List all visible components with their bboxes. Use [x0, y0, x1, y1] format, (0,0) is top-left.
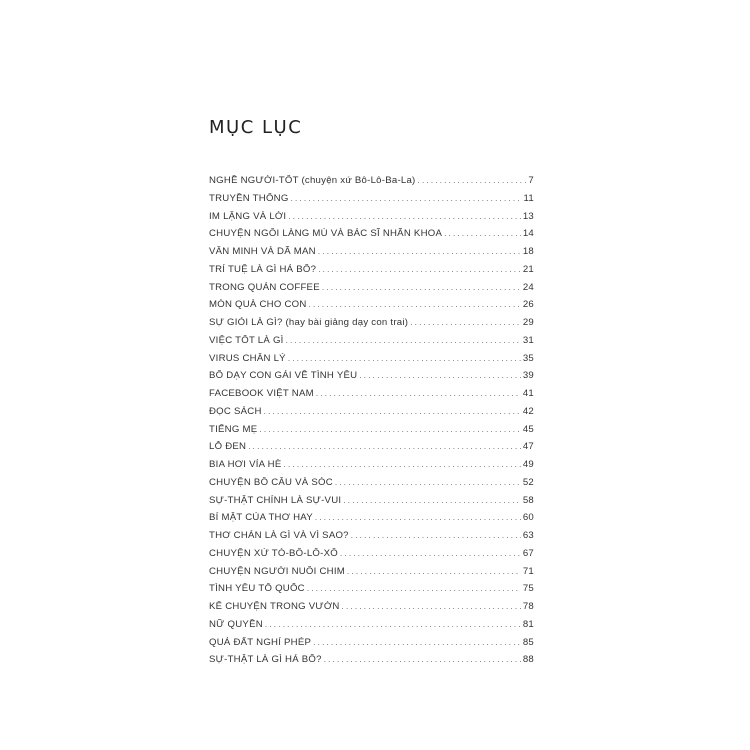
- toc-entry-page-number: 7: [528, 175, 534, 186]
- toc-entry: [209, 441, 534, 459]
- dot-leader: [291, 194, 522, 203]
- toc-entry: [209, 601, 534, 619]
- dot-leader: [259, 425, 520, 434]
- toc-entry: [209, 335, 534, 353]
- toc-entry-page-number: 60: [522, 512, 534, 524]
- toc-entry-title: TRÍ TUỆ LÀ GÌ HẢ BỐ?: [209, 263, 317, 275]
- toc-entry: [209, 459, 534, 477]
- toc-entry: [209, 193, 534, 211]
- dot-leader: [359, 371, 521, 380]
- toc-entry-title: MÓN QUÀ CHO CON: [209, 299, 307, 311]
- toc-entry-page-number: 13: [522, 210, 534, 222]
- toc-entry-title: VIỆC TỐT LÀ GÌ: [209, 334, 284, 346]
- dot-leader: [351, 531, 521, 540]
- toc-entry-title: TIẾNG MẸ: [209, 423, 258, 435]
- toc-entry-page-number: 49: [522, 459, 534, 470]
- toc-entry-page-number: 88: [522, 654, 534, 666]
- toc-entry: [209, 228, 534, 246]
- toc-entry-title: CHUYỆN XỨ TÒ-BÔ-LÔ-XÔ: [209, 547, 338, 559]
- table-of-contents: [209, 175, 534, 672]
- toc-entry-title: IM LẶNG VÀ LỜI: [209, 210, 287, 222]
- toc-entry: [209, 246, 534, 264]
- dot-leader: [318, 265, 521, 274]
- toc-entry-page-number: 47: [522, 441, 534, 453]
- toc-entry-title: BIA HƠI VỈA HÈ: [209, 459, 282, 470]
- dot-leader: [315, 513, 521, 522]
- toc-entry: [209, 424, 534, 442]
- toc-entry: [209, 211, 534, 229]
- toc-entry-title: NỮ QUYỀN: [209, 618, 263, 630]
- dot-leader: [248, 442, 521, 451]
- dot-leader: [288, 354, 521, 363]
- dot-leader: [444, 229, 521, 238]
- toc-entry-title: SỰ-THẬT LÀ GÌ HẢ BỐ?: [209, 654, 322, 666]
- dot-leader: [307, 584, 521, 593]
- toc-entry-page-number: 41: [522, 388, 534, 399]
- toc-entry: [209, 406, 534, 424]
- toc-entry-page-number: 26: [522, 299, 534, 311]
- toc-entry-title: THƠ CHÁN LÀ GÌ VÀ VÌ SAO?: [209, 530, 349, 541]
- toc-entry-page-number: 52: [522, 476, 534, 488]
- dot-leader: [309, 300, 521, 309]
- toc-entry-page-number: 14: [522, 228, 534, 240]
- toc-entry: [209, 370, 534, 388]
- toc-entry: [209, 548, 534, 566]
- toc-entry-page-number: 75: [522, 583, 534, 595]
- dot-leader: [335, 478, 521, 487]
- toc-entry-title: CHUYỆN NGÔI LÀNG MÙ VÀ BÁC SĨ NHÃN KHOA: [209, 228, 443, 240]
- toc-entry: [209, 388, 534, 406]
- toc-entry-page-number: 58: [522, 494, 534, 506]
- toc-entry-page-number: 35: [522, 352, 534, 364]
- toc-entry-page-number: 71: [522, 565, 534, 577]
- dot-leader: [340, 549, 521, 558]
- toc-entry-title: SỰ-THẬT CHÍNH LÀ SỰ-VUI: [209, 494, 342, 506]
- toc-entry-page-number: 21: [522, 263, 534, 275]
- toc-entry: [209, 477, 534, 495]
- toc-entry-page-number: 18: [522, 246, 534, 257]
- toc-entry-page-number: 42: [522, 405, 534, 417]
- toc-entry-title: KỂ CHUYỆN TRONG VƯỜN: [209, 601, 340, 612]
- toc-entry-title: TRUYỀN THỐNG: [209, 192, 289, 204]
- toc-entry-page-number: 31: [522, 334, 534, 346]
- toc-entry-title: LỖ ĐEN: [209, 441, 247, 453]
- toc-entry: [209, 566, 534, 584]
- toc-entry-title: FACEBOOK VIỆT NAM: [209, 388, 314, 399]
- dot-leader: [418, 176, 527, 185]
- dot-leader: [286, 336, 521, 345]
- toc-entry-title: CHUYỆN NGƯỜI NUÔI CHIM: [209, 565, 345, 577]
- toc-entry-title: BỐ DẠY CON GÁI VỀ TÌNH YÊU: [209, 370, 358, 382]
- toc-entry-page-number: 45: [522, 423, 534, 435]
- toc-entry-page-number: 11: [523, 192, 534, 204]
- toc-entry: [209, 637, 534, 655]
- toc-entry: [209, 654, 534, 672]
- dot-leader: [347, 567, 521, 576]
- toc-entry: [209, 530, 534, 548]
- toc-entry: [209, 495, 534, 513]
- toc-entry-title: VIRUS CHÂN LÝ: [209, 352, 286, 364]
- dot-leader: [342, 602, 521, 611]
- toc-entry-title: VĂN MINH VÀ DÃ MAN: [209, 246, 316, 257]
- toc-entry-page-number: 85: [522, 636, 534, 648]
- dot-leader: [265, 620, 521, 629]
- dot-leader: [284, 460, 521, 469]
- toc-entry-title: SỰ GIỎI LÀ GÌ? (hay bài giảng dạy con trai): [209, 317, 409, 328]
- toc-entry-title: CHUYỆN BỒ CÂU VÀ SÓC: [209, 476, 333, 488]
- toc-entry: [209, 512, 534, 530]
- page-title: MỤC LỤC: [209, 117, 303, 138]
- toc-entry: [209, 175, 534, 193]
- toc-entry-page-number: 67: [522, 547, 534, 559]
- dot-leader: [264, 407, 521, 416]
- toc-entry: [209, 282, 534, 300]
- toc-entry-page-number: 39: [522, 370, 534, 382]
- toc-entry-page-number: 81: [522, 618, 534, 630]
- toc-entry: [209, 353, 534, 371]
- toc-entry-title: TRONG QUÁN COFFEE: [209, 281, 320, 293]
- dot-leader: [322, 283, 521, 292]
- dot-leader: [343, 496, 521, 505]
- toc-entry: [209, 619, 534, 637]
- toc-entry-page-number: 63: [522, 530, 534, 541]
- toc-entry-page-number: 29: [522, 317, 534, 328]
- dot-leader: [316, 389, 521, 398]
- dot-leader: [318, 247, 521, 256]
- toc-entry: [209, 299, 534, 317]
- toc-entry-page-number: 24: [522, 281, 534, 293]
- toc-entry: [209, 317, 534, 335]
- toc-entry: [209, 264, 534, 282]
- toc-entry-page-number: 78: [522, 601, 534, 612]
- dot-leader: [288, 212, 521, 221]
- dot-leader: [410, 318, 521, 327]
- toc-entry-title: TÌNH YÊU TỔ QUỐC: [209, 583, 305, 595]
- toc-entry-title: ĐỌC SÁCH: [209, 405, 262, 417]
- toc-entry: [209, 583, 534, 601]
- toc-entry-title: QUẢ ĐẤT NGHỈ PHÉP: [209, 636, 312, 648]
- dot-leader: [324, 655, 521, 664]
- dot-leader: [313, 638, 521, 647]
- toc-entry-title: NGHỀ NGƯỜI-TỐT (chuyện xứ Bô-Lô-Ba-La): [209, 175, 416, 186]
- toc-entry-title: BÍ MẬT CỦA THƠ HAY: [209, 512, 313, 524]
